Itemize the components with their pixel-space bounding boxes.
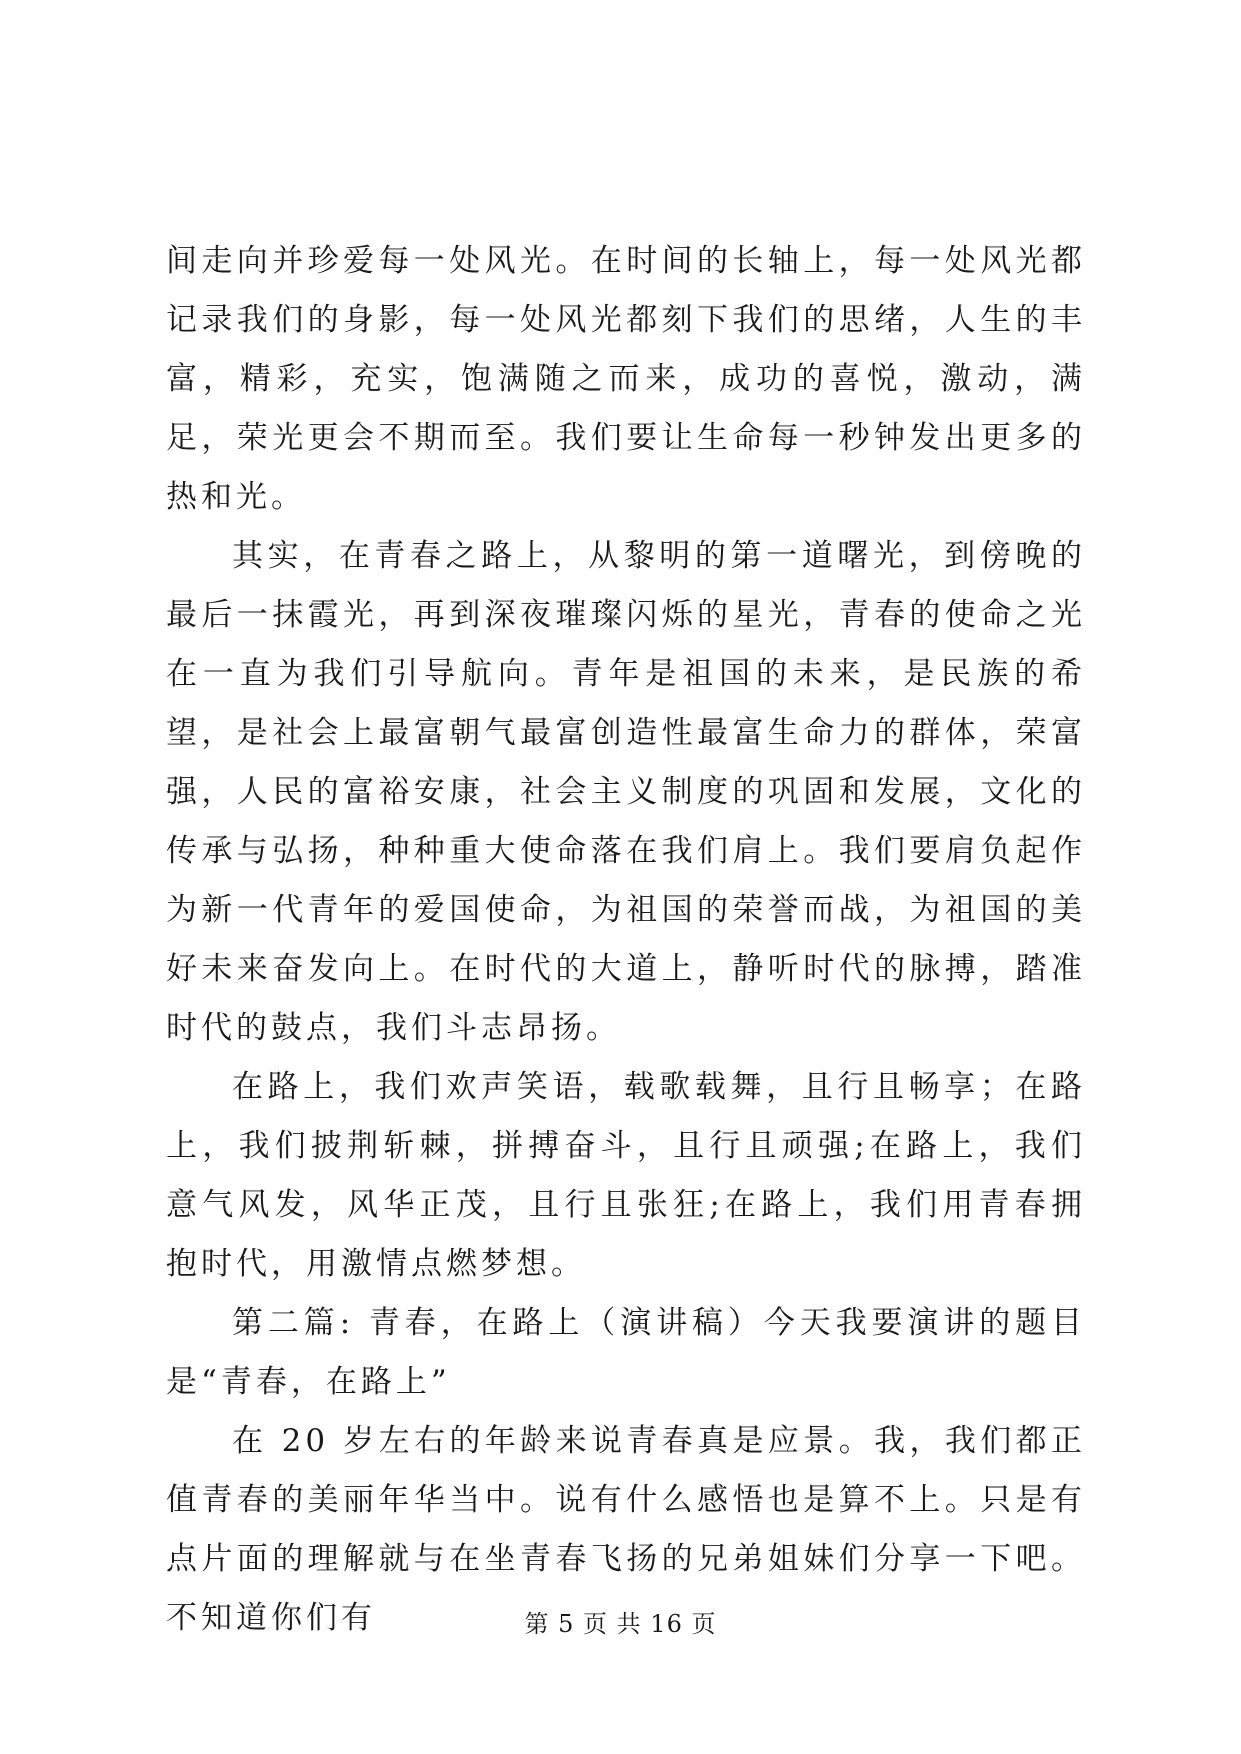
paragraph: 在路上，我们欢声笑语，载歌载舞，且行且畅享；在路上，我们披荆斩棘，拼搏奋斗，且行且顽强;在路上，我们意气风发，风华正茂，且行且张狂;在路上，我们用青春拥抱时代，用激情点燃梦想。	[166, 1069, 1086, 1282]
paragraph: 在 20 岁左右的年龄来说青春真是应景。我，我们都正值青春的美丽年华当中。说有什么感悟也是算不上。只是有点片面的理解就与在坐青春飞扬的兄弟姐妹们分享一下吧。不知道你们有	[166, 1423, 1086, 1636]
paragraph: 间走向并珍爱每一处风光。在时间的长轴上，每一处风光都记录我们的身影，每一处风光都刻下我们的思绪，人生的丰富，精彩，充实，饱满随之而来，成功的喜悦，激动，满足，荣光更会不期而至。我们要让生命每一秒钟发出更多的热和光。	[166, 243, 1086, 515]
paragraph-heading: 第二篇: 青春，在路上（演讲稿）今天我要演讲的题目是“青春，在路上”	[166, 1305, 1086, 1400]
document-body	[166, 232, 1086, 1648]
paragraph: 其实，在青春之路上，从黎明的第一道曙光，到傍晚的最后一抹霞光，再到深夜璀璨闪烁的星光，青春的使命之光在一直为我们引导航向。青年是祖国的未来，是民族的希望，是社会上最富朝气最富创造性最富生命力的群体，荣富强，人民的富裕安康，社会主义制度的巩固和发展，文化的传承与弘扬，种种重大使命落在我们肩上。我们要肩负起作为新一代青年的爱国使命，为祖国的荣誉而战，为祖国的美好未来奋发向上。在时代的大道上，静听时代的脉搏，踏准时代的鼓点，我们斗志昂扬。	[166, 538, 1086, 1046]
page-footer: 第 5 页 共 16 页	[524, 1610, 717, 1638]
